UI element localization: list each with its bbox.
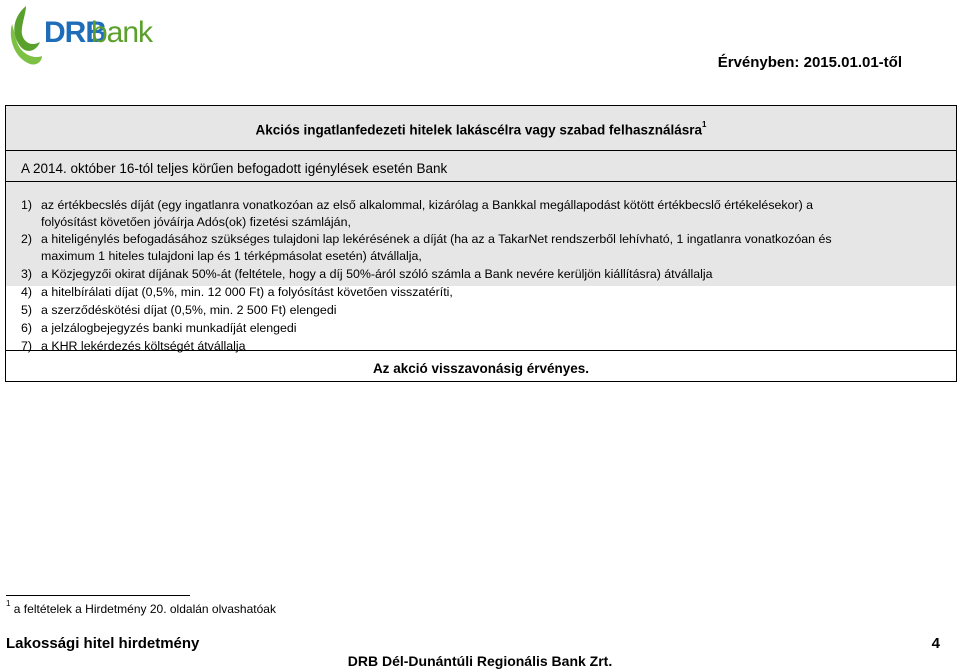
item-number: 4) — [21, 285, 33, 299]
logo-emblem-icon — [6, 2, 46, 70]
item-text-continued: maximum 1 hiteles tulajdoni lap és 1 térképmásolat esetén) átvállalja, — [41, 249, 422, 263]
list-item — [21, 301, 931, 319]
validity-note: Az akció visszavonásig érvényes. — [372, 361, 590, 376]
promotion-title-text: Akciós ingatlanfedezeti hitelek lakáscélra vagy szabad felhasználásra — [255, 122, 702, 138]
item-text: az értékbecslés díját (egy ingatlanra vonatkozóan az első alkalommal, kizárólag a Bankkal megállapodást kötött értékbecslő értékelésekor) a — [41, 198, 814, 212]
item-number: 3) — [21, 267, 33, 281]
item-number: 6) — [21, 321, 33, 335]
item-text: a hiteligénylés befogadásához szükséges tulajdoni lap lekérésének a díját (ha az a TakarNet rendszerből lehívható, 1 ingatlanra vonatkozóan és — [41, 232, 832, 246]
footnote-divider — [6, 595, 190, 596]
item-text: a KHR lekérdezés költségét átvállalja — [41, 339, 246, 353]
list-item — [21, 283, 931, 301]
item-text-continued: folyósítást követően jóváírja Adós(ok) fizetési számláján, — [41, 215, 351, 229]
footnote-mark: 1 — [6, 599, 11, 608]
item-number: 2) — [21, 232, 33, 246]
promotion-box — [5, 105, 957, 382]
title-footnote-mark: 1 — [702, 120, 707, 129]
promotion-subtitle: A 2014. október 16-tól teljes körűen befogadott igénylések esetén Bank — [21, 161, 448, 176]
promotion-title — [6, 122, 956, 138]
item-text: a szerződéskötési díjat (0,5%, min. 2 500 Ft) elengedi — [41, 303, 337, 317]
list-item — [21, 319, 931, 337]
divider — [6, 350, 956, 351]
footer-document-title: Lakossági hitel hirdetmény — [6, 635, 200, 652]
footnote-text: a feltételek a Hirdetmény 20. oldalán olvashatóak — [13, 602, 276, 616]
item-text: a Közjegyzői okirat díjának 50%-át (feltétele, hogy a díj 50%-áról szóló számla a Bank nevére kerüljön kiállításra) átvállalja — [41, 267, 713, 281]
item-text: a jelzálogbejegyzés banki munkadíját elengedi — [41, 321, 297, 335]
effective-date: Érvényben: 2015.01.01-től — [717, 54, 902, 71]
item-number: 7) — [21, 339, 33, 353]
item-number: 5) — [21, 303, 33, 317]
divider — [6, 181, 956, 182]
item-text: a hitelbírálati díjat (0,5%, min. 12 000 Ft) a folyósítást követően visszatéríti, — [41, 285, 453, 299]
list-item — [21, 337, 931, 355]
item-number: 1) — [21, 198, 33, 212]
logo-drb-text: DRB — [44, 16, 106, 49]
footer-bank-name: DRB Dél-Dunántúli Regionális Bank Zrt. — [347, 653, 613, 669]
divider — [6, 150, 956, 151]
footnote — [6, 601, 276, 616]
drb-bank-logo — [6, 2, 153, 70]
benefit-list — [21, 197, 931, 355]
list-item — [21, 197, 931, 231]
logo-bank-text: bank — [91, 16, 153, 49]
page-number: 4 — [931, 635, 940, 652]
list-item — [21, 231, 931, 265]
list-item — [21, 265, 931, 283]
